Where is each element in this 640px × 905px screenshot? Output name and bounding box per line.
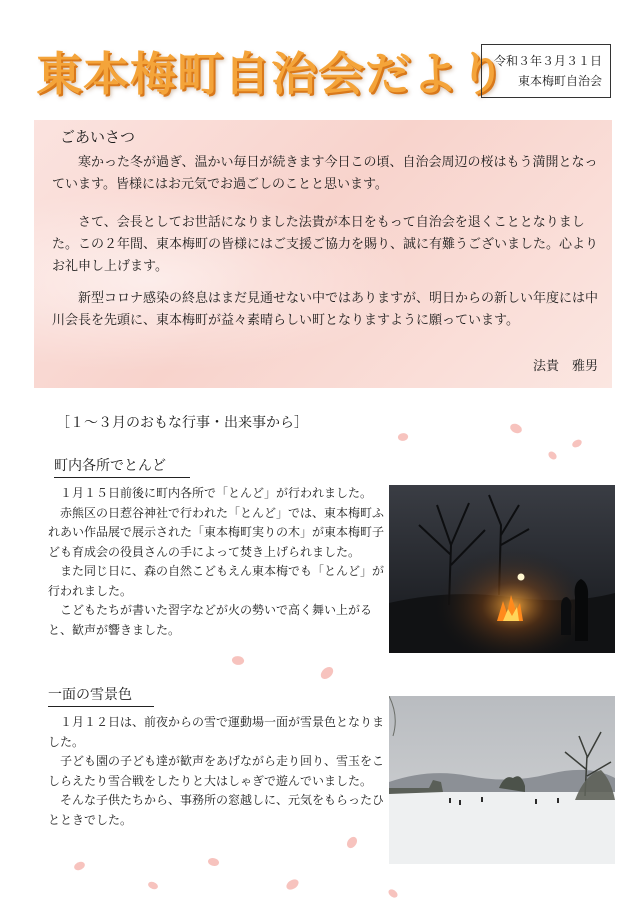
greeting-paragraph: 寒かった冬が過ぎ、温かい毎日が続きます今日この頃、自治会周辺の桜はもう満開となっています。皆様にはお元気でお過ごしのことと思います。 bbox=[52, 155, 598, 192]
article-paragraph: こどもたちが書いた習字などが火の勢いで高く舞い上がると、歓声が響きました。 bbox=[48, 603, 373, 637]
greeting-section bbox=[34, 120, 612, 388]
petal-decoration bbox=[318, 665, 335, 681]
greeting-paragraph: 新型コロナ感染の終息はまだ見通せない中ではありますが、明日からの新しい年度には中川会長を先頭に、東本梅町が益々素晴らしい町となりますように願っています。 bbox=[52, 291, 599, 328]
petal-decoration bbox=[509, 421, 524, 436]
article-paragraph: １月１５日前後に町内各所で「とんど」が行われました。 bbox=[60, 486, 373, 500]
article-paragraph: 赤熊区の日惹谷神社で行われた「とんど」では、東本梅町ふれあい作品展で展示された「東本梅町実りの木」が東本梅町子ども育成会の役員さんの手によって焚き上げられました。 bbox=[48, 505, 385, 559]
petal-decoration bbox=[73, 861, 85, 871]
article-paragraph: １月１２日は、前夜からの雪で運動場一面が雪景色となりました。 bbox=[48, 715, 385, 749]
article-title-snow: 一面の雪景色 bbox=[48, 685, 154, 707]
snow-field-photo bbox=[389, 696, 615, 864]
date-box bbox=[481, 44, 611, 98]
issue-date: 令和３年３月３１日 bbox=[493, 54, 602, 68]
petal-decoration bbox=[387, 887, 399, 899]
greeting-paragraph: さて、会長としてお世話になりました法貴が本日をもって自治会を退くこととなりました。この２年間、東本梅町の皆様にはご支援ご協力を賜り、誠に有難うございました。心よりお礼申し上げます。 bbox=[52, 215, 599, 274]
article-body-tondo bbox=[48, 484, 384, 640]
petal-decoration bbox=[547, 450, 558, 461]
issuer-name: 東本梅町自治会 bbox=[517, 74, 602, 88]
petal-decoration bbox=[231, 654, 245, 667]
article-paragraph: 子ども園の子ども達が歓声をあげながら走り回り、雪玉をこしらえたり雪合戦をしたりと大はしゃぎで遊んでいました。 bbox=[48, 754, 385, 788]
greeting-heading: ごあいさつ bbox=[60, 128, 136, 146]
newsletter-title: 東本梅町自治会だより bbox=[36, 47, 506, 101]
article-body-snow bbox=[48, 713, 384, 830]
petal-decoration bbox=[345, 835, 360, 850]
petal-decoration bbox=[207, 856, 220, 868]
events-heading: ［１～３月のおもな行事・出来事から］ bbox=[56, 415, 308, 431]
petal-decoration bbox=[285, 878, 300, 891]
bonfire-photo bbox=[389, 485, 615, 653]
petal-decoration bbox=[397, 432, 408, 442]
article-paragraph: そんな子供たちから、事務所の窓越しに、元気をもらったひとときでした。 bbox=[48, 793, 385, 827]
petal-decoration bbox=[147, 880, 159, 891]
article-paragraph: また同じ日に、森の自然こどもえん東本梅でも「とんど」が行われました。 bbox=[48, 564, 385, 598]
petal-decoration bbox=[571, 439, 582, 448]
greeting-signature: 法貴 雅男 bbox=[532, 359, 598, 374]
article-title-tondo: 町内各所でとんど bbox=[54, 456, 190, 478]
